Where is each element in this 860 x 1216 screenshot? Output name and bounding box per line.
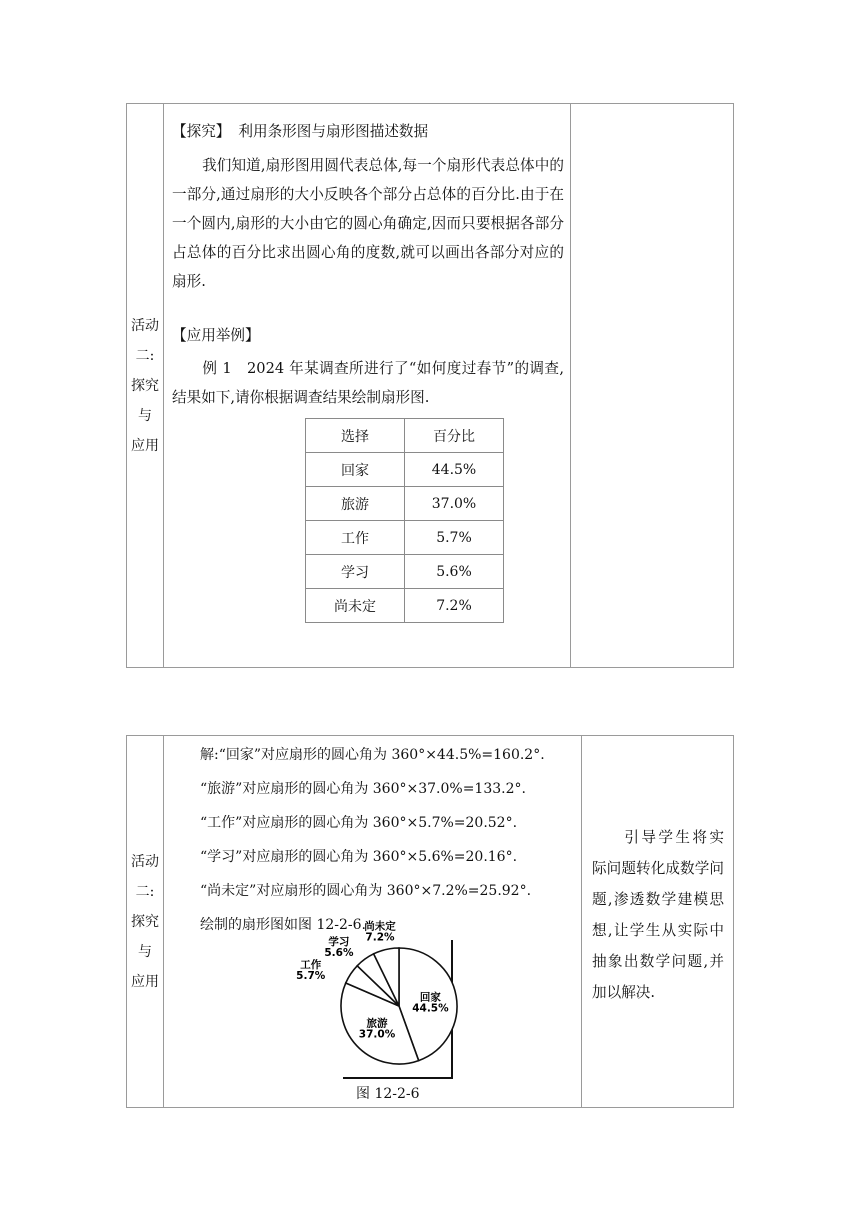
pie-category-label: 回家 (419, 991, 441, 1004)
note-text: 引导学生将实际问题转化成数学问题,渗透数学建模思想,让学生从实际中抽象出数学问题,并加以解决. (592, 829, 724, 1001)
table-row (306, 555, 504, 589)
pie-chart (296, 920, 457, 1084)
pie-value-label: 5.6% (324, 947, 354, 960)
pie-value-label: 37.0% (358, 1028, 396, 1041)
activity-label (127, 847, 163, 997)
table-header-row (306, 419, 504, 453)
table-row (306, 589, 504, 623)
activity-label-line: 应用 (131, 437, 159, 454)
activity-label-line: 与 (138, 943, 152, 960)
table-cell: 工作 (306, 521, 405, 555)
pie-category-label: 尚未定 (364, 920, 396, 933)
activity-label-line: 活动 (131, 853, 159, 870)
explore-heading (172, 120, 428, 141)
solution-line: 解:“回家”对应扇形的圆心角为 360°×44.5%=160.2°. (200, 747, 545, 763)
table-cell: 37.0% (405, 487, 504, 521)
application-heading: 【应用举例】 (172, 327, 260, 344)
pie-category-label: 学习 (328, 936, 350, 949)
pie-value-label: 7.2% (365, 931, 395, 944)
table-cell: 5.6% (405, 555, 504, 589)
activity-label-line: 二: (135, 347, 155, 364)
activity-block-2 (126, 735, 734, 1108)
notes-cell (571, 104, 733, 667)
notes-cell (582, 736, 733, 1107)
content-cell (164, 736, 582, 1107)
pie-category-label: 旅游 (366, 1017, 388, 1030)
activity-label-cell (127, 736, 164, 1107)
table-row (306, 487, 504, 521)
table-cell: 7.2% (405, 589, 504, 623)
activity-label-cell (127, 104, 164, 667)
example-text: 例 1 2024 年某调查所进行了“如何度过春节”的调查,结果如下,请你根据调查结果绘制扇形图. (172, 360, 564, 406)
table-cell: 回家 (306, 453, 405, 487)
example-paragraph (172, 354, 564, 412)
paragraph-text: 我们知道,扇形图用圆代表总体,每一个扇形代表总体中的一部分,通过扇形的大小反映各个部分占总体的百分比.由于在一个圆内,扇形的大小由它的圆心角确定,因而只要根据各部分占总体的百分比求出圆心角的度数,就可以画出各部分对应的扇形. (172, 157, 564, 290)
table-cell: 尚未定 (306, 589, 405, 623)
activity-label-line: 二: (135, 883, 155, 900)
table-cell: 学习 (306, 555, 405, 589)
teaching-note (592, 822, 724, 1008)
explore-paragraph (172, 151, 564, 296)
activity-label-line: 活动 (131, 317, 159, 334)
content-cell (164, 104, 571, 667)
solution-line: 绘制的扇形图如图 12-2-6. (200, 917, 366, 933)
table-header: 百分比 (405, 419, 504, 453)
heading-tag: 【探究】 (172, 123, 231, 140)
pie-value-label: 44.5% (412, 1002, 449, 1015)
solution-line: “工作”对应扇形的圆心角为 360°×5.7%=20.52°. (200, 815, 518, 831)
pie-category-label: 工作 (300, 958, 322, 971)
activity-label (127, 311, 163, 461)
survey-table (305, 418, 504, 623)
activity-label-line: 探究 (131, 377, 159, 394)
activity-block-1 (126, 103, 734, 668)
figure-caption: 图 12-2-6 (356, 1086, 420, 1102)
solution-line: “旅游”对应扇形的圆心角为 360°×37.0%=133.2°. (200, 781, 526, 797)
solution-line: “学习”对应扇形的圆心角为 360°×5.6%=20.16°. (200, 849, 518, 865)
activity-label-line: 探究 (131, 913, 159, 930)
pie-value-label: 5.7% (296, 969, 326, 982)
table-header: 选择 (306, 419, 405, 453)
table-cell: 44.5% (405, 453, 504, 487)
solution-line: “尚未定”对应扇形的圆心角为 360°×7.2%=25.92°. (200, 883, 532, 899)
activity-label-line: 与 (138, 407, 152, 424)
heading-text: 利用条形图与扇形图描述数据 (238, 123, 429, 140)
table-row (306, 521, 504, 555)
activity-label-line: 应用 (131, 973, 159, 990)
table-row (306, 453, 504, 487)
table-cell: 5.7% (405, 521, 504, 555)
table-cell: 旅游 (306, 487, 405, 521)
